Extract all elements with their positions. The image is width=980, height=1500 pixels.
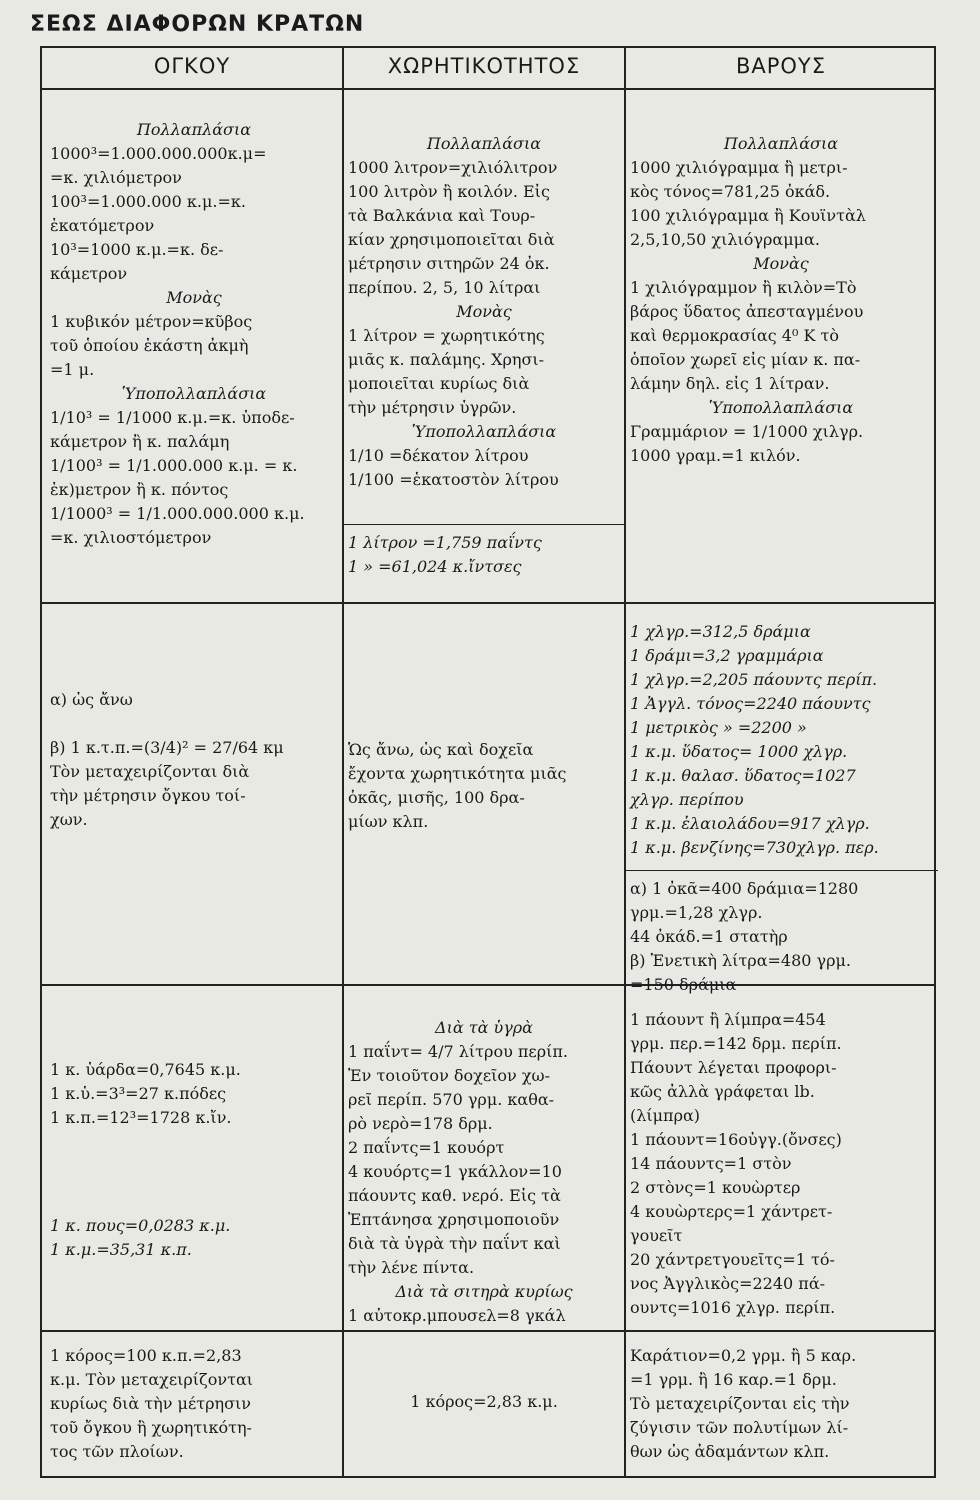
unit-text: 1 λίτρον = χωρητικότης μιᾶς κ. παλάμης. Χρησι- μοποιεῖται κυρίως διὰ τὴν μέτρησιν ὑγρῶν. — [348, 326, 545, 417]
conversion-table — [40, 46, 936, 1478]
row4-xoritikotis-cell: 1 κόρος=2,83 κ.μ. — [410, 1392, 558, 1411]
row2-xoritikotis-cell: Ὡς ἄνω, ὡς καὶ δοχεῖα ἔχοντα χωρητικότητα μιᾶς ὀκᾶς, μισῆς, 100 δρα- μίων κλπ. — [348, 740, 567, 831]
grains-heading: Διὰ τὰ σιτηρὰ κυρίως — [395, 1282, 573, 1301]
submultiples-text: 1/10 =δέκατον λίτρου 1/100 =ἑκατοστὸν λίτρου — [348, 446, 559, 489]
unit-heading: Μονὰς — [166, 288, 222, 307]
submultiples-text: Γραμμάριον = 1/1000 χιλγρ. 1000 γραμ.=1 κιλόν. — [630, 422, 864, 465]
column-divider — [624, 48, 626, 1476]
submultiples-heading: Ὑποπολλαπλάσια — [708, 398, 854, 417]
submultiples-heading: Ὑποπολλαπλάσια — [411, 422, 557, 441]
row3-ogkos-cell: 1 κ. ὑάρδα=0,7645 κ.μ. 1 κ.ὑ.=3³=27 κ.πόδες 1 κ.π.=12³=1728 κ.ἴν. — [50, 1060, 241, 1127]
row-divider — [42, 602, 934, 604]
column-divider — [342, 48, 344, 1476]
row2-varos-cell: 1 χλγρ.=312,5 δράμια 1 δράμι=3,2 γραμμάρια 1 χλγρ.=2,205 πάουντς περίπ. 1 Ἀγγλ. τόνος=2240 πάουντς 1 μετρικὸς » =2200 » 1 κ.μ. ὕδατος= 1000 χλγρ. 1 κ.μ. θαλασ. ὕδατος=1027 χλγρ. περίπου 1 κ.μ. ἐλαιολάδου=917 χλγρ. 1 κ.μ. βενζίνης=730χλγρ. περ. — [630, 622, 879, 857]
row1-xoritikotis-conversions: 1 λίτρον =1,759 παΐντς 1 » =61,024 κ.ἴντσες — [344, 524, 624, 600]
unit-text: 1 χιλιόγραμμον ἢ κιλὸν=Τὸ βάρος ὕδατος ἀπεσταγμένου καὶ θερμοκρασίας 4⁰ Κ τὸ ὁποῖον χωρεῖ εἰς μίαν κ. πα- λάμην δηλ. εἰς 1 λίτραν. — [630, 278, 864, 393]
row1-ogkos-cell — [50, 94, 338, 600]
row4-varos-cell: Καράτιον=0,2 γρμ. ἢ 5 καρ. =1 γρμ. ἢ 16 καρ.=1 δρμ. Τὸ μεταχειρίζονται εἰς τὴν ζύγισιν τῶν πολυτίμων λί- θων ὡς ἀδαμάντων κλπ. — [630, 1346, 857, 1461]
page-title: ΣΕΩΣ ΔΙΑΦΟΡΩΝ ΚΡΑΤΩΝ — [30, 12, 365, 37]
header-ogkos: ΟΓΚΟΥ — [153, 54, 231, 78]
liquids-text: 1 παΐντ= 4/7 λίτρου περίπ. Ἐν τοιοῦτον δοχεῖον χω- ρεῖ περίπ. 570 γρμ. καθα- ρὸ νερὸ=178 δρμ. 2 παΐντς=1 κουόρτ 4 κουόρτς=1 γκάλλον=10 πάουντς καθ. νερό. Εἰς τὰ Ἑπτάνησα χρησιμοποιοῦν διὰ τὰ ὑγρὰ τὴν παΐντ καὶ τὴν λένε πίντα. — [348, 1042, 568, 1277]
row4-ogkos-cell: 1 κόρος=100 κ.π.=2,83 κ.μ. Τὸν μεταχειρίζονται κυρίως διὰ τὴν μέτρησιν τοῦ ὄγκου ἢ χωρητικότη- τος τῶν πλοίων. — [50, 1346, 254, 1461]
unit-text: 1 κυβικόν μέτρον=κῦβος τοῦ ὁποίου ἑκάστη ἀκμὴ =1 μ. — [50, 312, 253, 379]
unit-heading: Μονὰς — [456, 302, 512, 321]
row3-xoritikotis-cell — [348, 992, 620, 1328]
multiples-text: 1000 χιλιόγραμμα ἢ μετρι- κὸς τόνος=781,25 ὀκάδ. 100 χιλιόγραμμα ἢ Κουϊντὰλ 2,5,10,50 χιλιόγραμμα. — [630, 158, 866, 249]
multiples-heading: Πολλαπλάσια — [426, 134, 542, 153]
row3-varos-cell: 1 πάουντ ἢ λίμπρα=454 γρμ. περ.=142 δρμ. περίπ. Πάουντ λέγεται προφορι- κῶς ἀλλὰ γράφεται lb. (λίμπρα) 1 πάουντ=16οὐγγ.(ὄνσες) 14 πάουντς=1 στὸν 2 στὸνς=1 κουὼρτερ 4 κουὼρτερς=1 χάντρετ- γουεῖτ 20 χάντρετγουεῖτς=1 τό- νος Ἀγγλικὸς=2240 πά- ουντς=1016 χλγρ. περίπ. — [630, 1010, 842, 1317]
unit-heading: Μονὰς — [753, 254, 809, 273]
multiples-heading: Πολλαπλάσια — [723, 134, 839, 153]
submultiples-text: 1/10³ = 1/1000 κ.μ.=κ. ὑποδε- κάμετρον ἢ κ. παλάμη 1/100³ = 1/1.000.000 κ.μ. = κ. ἑκ)μετρον ἢ κ. πόντος 1/1000³ = 1/1.000.000.000 κ.μ. =κ. χιλιοστόμετρον — [50, 408, 305, 547]
header-xoritikotis: ΧΩΡΗΤΙΚΟΤΗΤΟΣ — [387, 54, 581, 78]
multiples-text: 1000 λιτρον=χιλιόλιτρον 100 λιτρὸν ἢ κοιλόν. Εἰς τὰ Βαλκάνια καὶ Τουρ- κίαν χρησιμοποιεῖται διὰ μέτρησιν σιτηρῶν 24 ὀκ. περίπου. 2, 5, 10 λίτραι — [348, 158, 558, 297]
row1-varos-cell — [630, 108, 932, 598]
row-divider — [42, 984, 934, 986]
row3-ogkos-cubic-foot: 1 κ. πους=0,0283 κ.μ. 1 κ.μ.=35,31 κ.π. — [50, 1216, 231, 1259]
header-varos: ΒΑΡΟΥΣ — [735, 54, 827, 78]
liquids-heading: Διὰ τὰ ὑγρὰ — [435, 1018, 533, 1037]
grains-text: 1 αὐτοκρ.μπουσελ=8 γκάλ — [348, 1306, 566, 1325]
row-divider — [42, 1330, 934, 1332]
multiples-heading: Πολλαπλάσια — [136, 120, 252, 139]
multiples-text: 1000³=1.000.000.000κ.μ= =κ. χιλιόμετρον 100³=1.000.000 κ.μ.=κ. ἑκατόμετρον 10³=1000 κ.μ.=κ. δε- κάμετρον — [50, 144, 267, 283]
row2-ogkos-cell: α) ὡς ἄνω β) 1 κ.τ.π.=(3/4)² = 27/64 κμ Τὸν μεταχειρίζονται διὰ τὴν μέτρησιν ὄγκου τοί- χων. — [50, 690, 284, 829]
row2-varos-okas: α) 1 ὀκᾶ=400 δράμια=1280 γρμ.=1,28 χλγρ. 44 ὀκάδ.=1 στατὴρ β) Ἐνετικὴ λίτρα=480 γρμ. =150 δράμια — [626, 870, 938, 982]
submultiples-heading: Ὑποπολλαπλάσια — [121, 384, 267, 403]
header-divider — [42, 88, 934, 90]
